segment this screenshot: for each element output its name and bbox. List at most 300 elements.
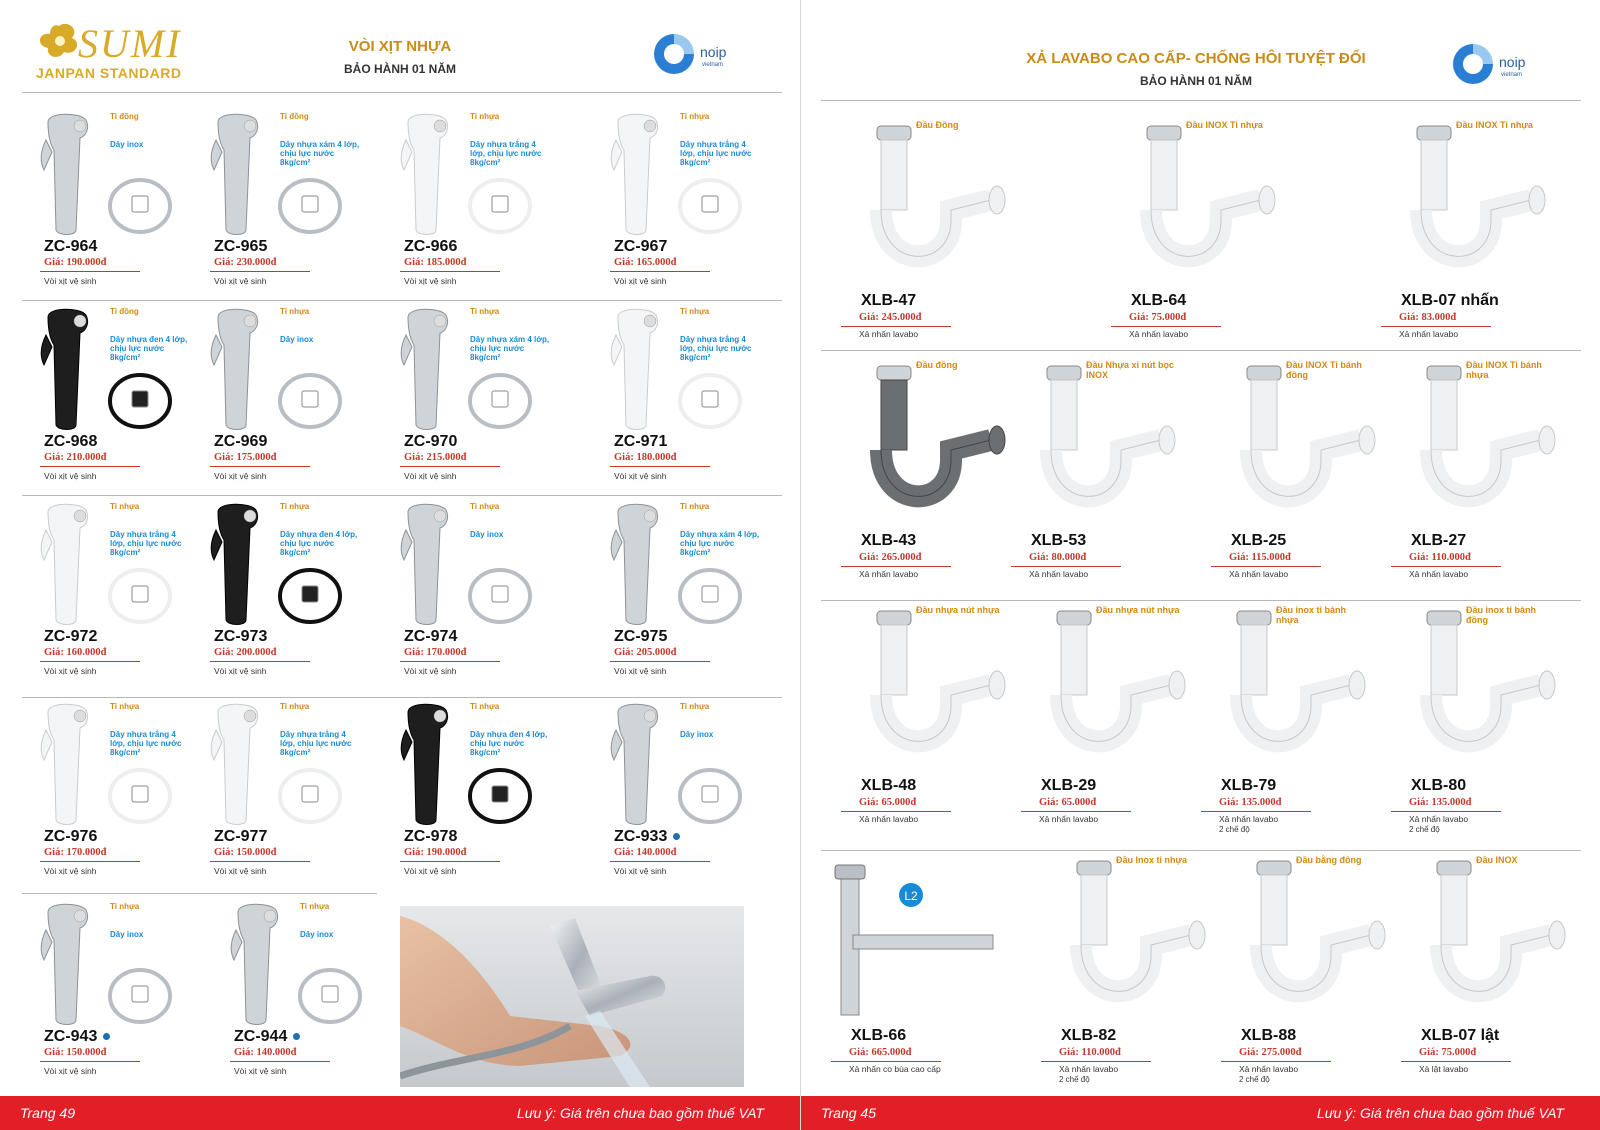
product-code: XLB-27 — [1411, 532, 1467, 549]
product-price: Giá: 230.000đ — [214, 257, 277, 268]
product-price: Giá: 135.000đ — [1409, 797, 1472, 808]
drain-image — [1021, 605, 1191, 790]
product-code-text: ZC-978 — [404, 828, 458, 845]
sumi-logo — [30, 18, 220, 88]
product-code: XLB-53 — [1031, 532, 1087, 549]
part-label: Ti nhựa — [300, 902, 330, 911]
product-desc: Vòi xịt vệ sinh — [404, 276, 457, 286]
product-code — [614, 828, 680, 846]
hose-label: Dây nhựa trắng 4 lớp, chịu lực nước 8kg/cm² — [470, 140, 542, 167]
hose-label: Dây inox — [110, 930, 144, 939]
product-card-xlb-27 — [1391, 360, 1571, 585]
product-card-zc-964 — [40, 110, 210, 290]
product-price: Giá: 135.000đ — [1219, 797, 1282, 808]
product-desc: Xả nhấn lavabo — [1029, 569, 1089, 579]
new-dot-icon — [103, 1033, 110, 1040]
product-desc: Vòi xịt vệ sinh — [44, 866, 97, 876]
product-code-text: ZC-974 — [404, 628, 458, 645]
hose-label: Dây nhựa xám 4 lớp, chịu lực nước 8kg/cm² — [470, 335, 550, 362]
product-desc: Xả nhấn lavabo — [859, 329, 919, 339]
drain-image — [1011, 360, 1181, 545]
sprayer-image — [40, 700, 190, 835]
price-underline — [210, 271, 310, 272]
hose-label: Dây inox — [110, 140, 144, 149]
row-divider — [22, 495, 782, 496]
hose-label: Dây nhựa đen 4 lớp, chịu lực nước 8kg/cm² — [470, 730, 548, 757]
product-price: Giá: 65.000đ — [859, 797, 917, 808]
product-desc: Xả nhấn lavabo — [1039, 814, 1099, 824]
price-underline — [40, 661, 140, 662]
part-label: Đầu Nhựa xi nút bọc INOX — [1086, 360, 1175, 380]
price-underline — [210, 466, 310, 467]
product-code: XLB-80 — [1411, 777, 1467, 794]
price-underline — [610, 661, 710, 662]
product-code: XLB-64 — [1131, 292, 1187, 309]
product-code-text: ZC-975 — [614, 628, 668, 645]
product-code: XLB-47 — [861, 292, 917, 309]
product-card-xlb-29 — [1021, 605, 1201, 830]
product-code-text: ZC-971 — [614, 433, 668, 450]
product-code — [614, 628, 667, 646]
product-price: Giá: 65.000đ — [1039, 797, 1097, 808]
brand-standard: JANPAN STANDARD — [36, 65, 182, 81]
row-divider — [821, 350, 1581, 351]
product-price: Giá: 83.000đ — [1399, 312, 1457, 323]
product-card-xlb-07-nhấn — [1381, 120, 1561, 345]
hose-label: Dây nhựa đen 4 lớp, chịu lực nước 8kg/cm² — [110, 335, 188, 362]
product-price: Giá: 170.000đ — [44, 847, 107, 858]
product-card-xlb-25 — [1211, 360, 1391, 585]
product-card-zc-943 — [40, 900, 210, 1080]
warranty-text: BẢO HÀNH 01 NĂM — [343, 62, 456, 76]
product-card-xlb-43 — [841, 360, 1021, 585]
product-card-zc-967 — [610, 110, 780, 290]
product-card-zc-974 — [400, 500, 570, 680]
product-desc: Xả nhấn lavabo — [1129, 329, 1189, 339]
drain-image — [831, 855, 1001, 1040]
product-price: Giá: 175.000đ — [214, 452, 277, 463]
part-label: Đầu INOX Ti bánh đồng — [1286, 360, 1362, 380]
sprayer-image — [400, 110, 550, 245]
sprayer-image — [230, 900, 380, 1035]
price-underline — [40, 466, 140, 467]
product-card-zc-969 — [210, 305, 380, 485]
part-label: Ti nhựa — [680, 112, 710, 121]
hand-spray-illustration — [400, 906, 744, 1087]
price-underline — [400, 271, 500, 272]
product-desc: Vòi xịt vệ sinh — [614, 471, 667, 481]
noip-swirl-icon — [650, 30, 698, 78]
product-code: XLB-25 — [1231, 532, 1287, 549]
part-label: Đầu đồng — [916, 360, 958, 370]
product-card-zc-977 — [210, 700, 380, 880]
price-underline — [1391, 811, 1501, 812]
hose-label: Dây nhựa đen 4 lớp, chịu lực nước 8kg/cm² — [280, 530, 358, 557]
product-card-zc-966 — [400, 110, 570, 290]
drain-image — [1211, 360, 1381, 545]
price-underline — [610, 861, 710, 862]
price-underline — [230, 1061, 330, 1062]
vat-note: Lưu ý: Giá trên chưa bao gồm thuế VAT — [516, 1105, 764, 1121]
product-card-zc-944 — [230, 900, 400, 1080]
sprayer-image — [400, 700, 550, 835]
product-card-zc-976 — [40, 700, 210, 880]
product-code — [44, 828, 97, 846]
part-label: Đầu Đồng — [916, 120, 959, 130]
product-price: Giá: 75.000đ — [1419, 1047, 1477, 1058]
product-code: XLB-82 — [1061, 1027, 1117, 1044]
product-desc: Vòi xịt vệ sinh — [614, 666, 667, 676]
hose-label: Dây inox — [300, 930, 334, 939]
product-price: Giá: 140.000đ — [234, 1047, 297, 1058]
price-underline — [841, 326, 951, 327]
product-code: XLB-48 — [861, 777, 917, 794]
page-number: Trang 49 — [20, 1105, 75, 1121]
product-desc: Vòi xịt vệ sinh — [214, 866, 267, 876]
svg-text:L2: L2 — [904, 889, 918, 903]
product-price: Giá: 185.000đ — [404, 257, 467, 268]
hose-label: Dây nhựa trắng 4 lớp, chịu lực nước 8kg/cm² — [280, 730, 352, 757]
product-code-text: ZC-968 — [44, 433, 98, 450]
drain-image — [841, 605, 1011, 790]
product-card-zc-973 — [210, 500, 380, 680]
product-card-xlb-79 — [1201, 605, 1381, 834]
price-underline — [1201, 811, 1311, 812]
product-code-text: ZC-977 — [214, 828, 268, 845]
part-label: Ti nhựa — [680, 702, 710, 711]
product-price: Giá: 180.000đ — [614, 452, 677, 463]
product-code-text: ZC-943 — [44, 1028, 98, 1045]
price-underline — [210, 861, 310, 862]
part-label: Đầu INOX Ti nhựa — [1456, 120, 1533, 130]
product-code-text: ZC-976 — [44, 828, 98, 845]
product-card-xlb-88 — [1221, 855, 1401, 1084]
noip-logo — [1449, 40, 1549, 100]
noip-logo — [650, 30, 750, 90]
drain-image — [1401, 855, 1571, 1040]
part-label: Ti nhựa — [680, 502, 710, 511]
price-underline — [1021, 811, 1131, 812]
drain-image — [1201, 605, 1371, 790]
hose-label: Dây nhựa trắng 4 lớp, chịu lực nước 8kg/cm² — [110, 530, 182, 557]
sprayer-image — [210, 700, 360, 835]
product-card-zc-971 — [610, 305, 780, 485]
price-underline — [1011, 566, 1121, 567]
product-price: Giá: 190.000đ — [404, 847, 467, 858]
product-code — [44, 238, 97, 256]
sprayer-image — [210, 500, 360, 635]
product-card-zc-970 — [400, 305, 570, 485]
product-price: Giá: 75.000đ — [1129, 312, 1187, 323]
price-underline — [831, 1061, 941, 1062]
product-desc: Vòi xịt vệ sinh — [214, 471, 267, 481]
part-label: Ti nhựa — [280, 307, 310, 316]
part-label: Đầu inox ti bánh nhựa — [1276, 605, 1347, 625]
sprayer-image — [210, 305, 360, 440]
partner-name: noip — [700, 44, 727, 60]
product-price: Giá: 245.000đ — [859, 312, 922, 323]
product-desc-mode: 2 chế độ — [1059, 1075, 1090, 1084]
product-price: Giá: 205.000đ — [614, 647, 677, 658]
price-underline — [400, 661, 500, 662]
brand-wordmark: SUMI — [78, 21, 182, 66]
product-card-xlb-07-lật — [1401, 855, 1581, 1080]
product-code — [214, 828, 267, 846]
product-price: Giá: 215.000đ — [404, 452, 467, 463]
hose-label: Dây nhựa trắng 4 lớp, chịu lực nước 8kg/cm² — [110, 730, 182, 757]
row-divider — [821, 850, 1581, 851]
product-code — [234, 1028, 300, 1046]
sprayer-image — [210, 110, 360, 245]
product-desc: Vòi xịt vệ sinh — [44, 666, 97, 676]
product-code — [214, 238, 267, 256]
product-desc: Xả nhấn lavabo — [859, 814, 919, 824]
product-code-text: ZC-966 — [404, 238, 458, 255]
product-desc: Xả nhấn lavabo — [1219, 814, 1279, 824]
page-number: Trang 45 — [821, 1105, 876, 1121]
row-divider — [22, 893, 377, 894]
product-desc: Vòi xịt vệ sinh — [44, 471, 97, 481]
product-code-text: ZC-933 — [614, 828, 668, 845]
part-label: Đầu Inox ti nhựa — [1116, 855, 1188, 865]
part-label: Đầu INOX Ti nhựa — [1186, 120, 1263, 130]
product-price: Giá: 115.000đ — [1229, 552, 1291, 563]
product-code — [404, 238, 457, 256]
product-code-text: ZC-970 — [404, 433, 458, 450]
product-code: XLB-07 lật — [1421, 1027, 1500, 1044]
drain-image — [1041, 855, 1211, 1040]
product-desc: Xả nhấn lavabo — [1399, 329, 1459, 339]
hose-label: Dây inox — [470, 530, 504, 539]
product-code-text: ZC-964 — [44, 238, 98, 255]
product-price: Giá: 140.000đ — [614, 847, 677, 858]
product-code — [44, 1028, 110, 1046]
sprayer-image — [610, 110, 760, 245]
product-photo — [400, 906, 744, 1087]
drain-image — [841, 120, 1011, 305]
part-label: Ti nhựa — [470, 702, 500, 711]
drain-image — [1391, 360, 1561, 545]
product-desc-mode: 2 chế độ — [1219, 825, 1250, 834]
product-price: Giá: 150.000đ — [214, 847, 277, 858]
product-code — [44, 628, 97, 646]
header-divider — [22, 92, 782, 93]
product-price: Giá: 265.000đ — [859, 552, 922, 563]
drain-image — [1391, 605, 1561, 790]
sprayer-image — [400, 500, 550, 635]
product-desc: Vòi xịt vệ sinh — [44, 1066, 97, 1076]
product-desc: Vòi xịt vệ sinh — [404, 666, 457, 676]
product-card-xlb-48 — [841, 605, 1021, 830]
product-desc: Vòi xịt vệ sinh — [404, 866, 457, 876]
partner-tagline: vietnam — [1501, 72, 1523, 78]
product-code — [404, 433, 457, 451]
sprayer-image — [610, 500, 760, 635]
price-underline — [841, 811, 951, 812]
product-price: Giá: 80.000đ — [1029, 552, 1087, 563]
price-underline — [841, 566, 951, 567]
product-code — [404, 628, 457, 646]
drain-image — [841, 360, 1011, 545]
price-underline — [1041, 1061, 1151, 1062]
product-price: Giá: 665.000đ — [849, 1047, 912, 1058]
product-code: XLB-29 — [1041, 777, 1097, 794]
drain-image — [1111, 120, 1281, 305]
product-price: Giá: 110.000đ — [1059, 1047, 1121, 1058]
page-title: XẢ LAVABO CAO CẤP- CHỐNG HÔI TUYỆT ĐỐI — [1026, 50, 1366, 67]
sprayer-image — [40, 500, 190, 635]
sprayer-image — [40, 110, 190, 245]
product-desc-mode: 2 chế độ — [1409, 825, 1440, 834]
product-desc: Xả nhấn lavabo — [1229, 569, 1289, 579]
product-desc: Xả nhấn lavabo — [1409, 569, 1469, 579]
product-desc: Vòi xịt vệ sinh — [614, 276, 667, 286]
product-desc: Vòi xịt vệ sinh — [614, 866, 667, 876]
part-label: Ti nhựa — [110, 902, 140, 911]
price-underline — [1391, 566, 1501, 567]
price-underline — [1401, 1061, 1511, 1062]
product-code: XLB-88 — [1241, 1027, 1297, 1044]
product-card-xlb-47 — [841, 120, 1021, 345]
product-desc: Xả nhấn lavabo — [859, 569, 919, 579]
hose-label: Dây nhựa xám 4 lớp, chịu lực nước 8kg/cm² — [680, 530, 760, 557]
product-price: Giá: 150.000đ — [44, 1047, 107, 1058]
product-desc: Xả lật lavabo — [1419, 1064, 1469, 1074]
flower-icon — [36, 22, 82, 60]
part-label: Đầu inox ti bánh đồng — [1466, 605, 1537, 625]
product-card-zc-978 — [400, 700, 570, 880]
part-label: Đầu nhựa nút nhựa — [916, 605, 1000, 615]
product-price: Giá: 190.000đ — [44, 257, 107, 268]
product-card-xlb-82 — [1041, 855, 1221, 1084]
part-label: Ti nhựa — [280, 702, 310, 711]
product-price: Giá: 275.000đ — [1239, 1047, 1302, 1058]
hose-label: Dây inox — [680, 730, 714, 739]
price-underline — [400, 466, 500, 467]
product-card-xlb-80 — [1391, 605, 1571, 834]
product-card-zc-972 — [40, 500, 210, 680]
product-code — [214, 628, 267, 646]
price-underline — [610, 466, 710, 467]
product-code — [614, 238, 667, 256]
drain-image — [1221, 855, 1391, 1040]
price-underline — [40, 861, 140, 862]
price-underline — [1211, 566, 1321, 567]
part-label: Đầu INOX — [1476, 855, 1518, 865]
product-code-text: ZC-967 — [614, 238, 668, 255]
vat-note: Lưu ý: Giá trên chưa bao gồm thuế VAT — [1316, 1105, 1564, 1121]
page-title: VÒI XỊT NHỰA — [348, 38, 452, 55]
product-price: Giá: 170.000đ — [404, 647, 467, 658]
row-divider — [22, 697, 782, 698]
product-code — [404, 828, 457, 846]
noip-swirl-icon — [1449, 40, 1497, 88]
product-card-zc-968 — [40, 305, 210, 485]
product-price: Giá: 200.000đ — [214, 647, 277, 658]
product-code — [214, 433, 267, 451]
product-card-xlb-64 — [1111, 120, 1291, 345]
page-footer — [0, 1096, 800, 1130]
part-label: Ti nhựa — [110, 702, 140, 711]
drain-image — [1381, 120, 1551, 305]
product-price: Giá: 110.000đ — [1409, 552, 1471, 563]
partner-name: noip — [1499, 54, 1526, 70]
part-label: Đầu INOX Ti bánh nhựa — [1466, 360, 1542, 380]
sprayer-image — [400, 305, 550, 440]
part-label: Đầu bằng đồng — [1296, 855, 1362, 865]
product-desc: Vòi xịt vệ sinh — [234, 1066, 287, 1076]
price-underline — [1111, 326, 1221, 327]
product-price: Giá: 160.000đ — [44, 647, 107, 658]
part-label: Ti nhựa — [110, 502, 140, 511]
product-card-zc-975 — [610, 500, 780, 680]
price-underline — [210, 661, 310, 662]
header-divider — [821, 100, 1581, 101]
new-dot-icon — [673, 833, 680, 840]
new-dot-icon — [293, 1033, 300, 1040]
product-code — [44, 433, 97, 451]
hose-label: Dây nhựa trắng 4 lớp, chịu lực nước 8kg/cm² — [680, 140, 752, 167]
product-code-text: ZC-972 — [44, 628, 98, 645]
product-price: Giá: 165.000đ — [614, 257, 677, 268]
price-underline — [40, 271, 140, 272]
product-desc: Vòi xịt vệ sinh — [44, 276, 97, 286]
product-code: XLB-43 — [861, 532, 917, 549]
part-label: Ti nhựa — [470, 307, 500, 316]
product-desc: Vòi xịt vệ sinh — [404, 471, 457, 481]
part-label: Ti đồng — [110, 307, 139, 316]
price-underline — [400, 861, 500, 862]
product-code-text: ZC-965 — [214, 238, 268, 255]
part-label: Ti đồng — [110, 112, 139, 121]
product-desc: Xả nhấn lavabo — [1239, 1064, 1299, 1074]
product-desc: Xả nhấn co bùa cao cấp — [849, 1064, 941, 1074]
product-code-text: ZC-973 — [214, 628, 268, 645]
part-label: Ti nhựa — [280, 502, 310, 511]
product-code-text: ZC-944 — [234, 1028, 288, 1045]
product-code: XLB-66 — [851, 1027, 907, 1044]
hose-label: Dây nhựa xám 4 lớp, chịu lực nước 8kg/cm² — [280, 140, 360, 167]
hose-label: Dây nhựa trắng 4 lớp, chịu lực nước 8kg/cm² — [680, 335, 752, 362]
warranty-text: BẢO HÀNH 01 NĂM — [1139, 74, 1252, 88]
product-card-zc-933 — [610, 700, 780, 880]
sprayer-image — [610, 305, 760, 440]
price-underline — [610, 271, 710, 272]
product-desc: Xả nhấn lavabo — [1059, 1064, 1119, 1074]
part-label: Đầu nhựa nút nhựa — [1096, 605, 1180, 615]
sprayer-image — [40, 900, 190, 1035]
right-page — [801, 0, 1600, 1130]
product-card-xlb-53 — [1011, 360, 1191, 585]
product-code: XLB-79 — [1221, 777, 1277, 794]
row-divider — [821, 600, 1581, 601]
product-code: XLB-07 nhấn — [1401, 292, 1499, 309]
product-price: Giá: 210.000đ — [44, 452, 107, 463]
sprayer-image — [610, 700, 760, 835]
part-label: Ti nhựa — [680, 307, 710, 316]
price-underline — [1221, 1061, 1331, 1062]
part-label: Ti nhựa — [470, 112, 500, 121]
part-label: Ti nhựa — [470, 502, 500, 511]
hose-label: Dây inox — [280, 335, 314, 344]
page-footer — [801, 1096, 1600, 1130]
product-desc: Vòi xịt vệ sinh — [214, 276, 267, 286]
product-desc-mode: 2 chế độ — [1239, 1075, 1270, 1084]
product-desc: Vòi xịt vệ sinh — [214, 666, 267, 676]
sprayer-image — [40, 305, 190, 440]
row-divider — [22, 300, 782, 301]
partner-tagline: vietnam — [702, 62, 724, 68]
